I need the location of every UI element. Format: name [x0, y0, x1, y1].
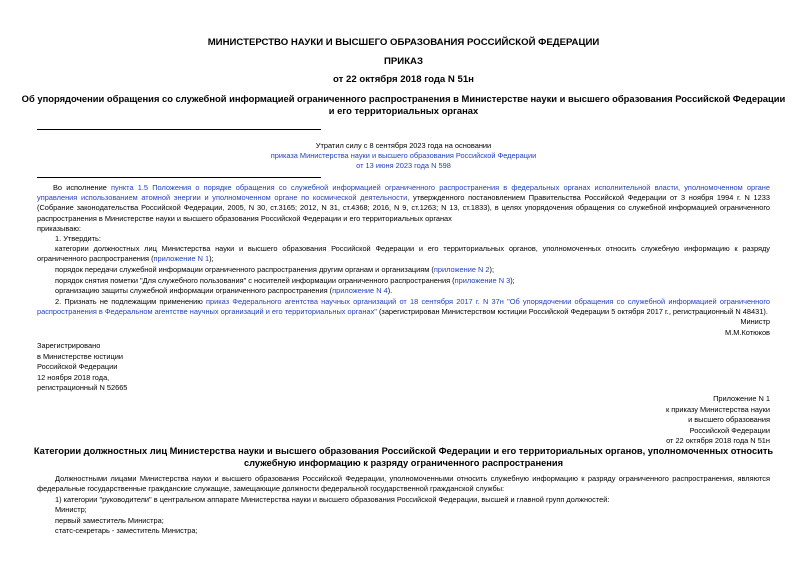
registration-line-1: Зарегистрировано: [37, 341, 101, 350]
item-2-text: 2. Признать не подлежащим применению: [55, 297, 203, 306]
signature-position: Министр: [740, 317, 770, 326]
registration-line-4: 12 ноября 2018 года,: [37, 373, 110, 382]
registration-line-5: регистрационный N 52665: [37, 383, 128, 392]
repeal-order-date-link[interactable]: от 13 июня 2023 года N 598: [356, 161, 451, 170]
intro-text-post: (Собрание законодательства Российской Федерации, 2005, N 30, ст.3165; 2012, N 31, ст.4368; 2016, N 9, ст.1263; N 13, ст.1833), в целях упорядочения обращения со служебной информацией ограниченного распространения в Министерстве науки и высшего образования Российской Федерации и его территориальных органах: [37, 203, 770, 223]
item-2: [37, 297, 770, 317]
appendix-body-4: первый заместитель Министра;: [55, 516, 164, 525]
item-1d-text: организацию защиты служебной информации ограниченного распространения (: [55, 286, 333, 295]
appendix-2-link[interactable]: приложение N 2: [433, 265, 490, 274]
appendix-body-1: Должностными лицами Министерства науки и высшего образования Российской Федерации, уполномоченными относить служебную информацию к разряду ограниченного распространения, являются федеральные государственные гражданские служащие, замещающие должности федеральной государственной гражданской службы:: [37, 474, 770, 494]
item-1c-end: );: [510, 276, 515, 285]
doc-type-heading: ПРИКАЗ: [384, 56, 423, 67]
appendix-title-line-2: служебную информацию к разряду ограниченного распространения: [243, 458, 564, 468]
ministry-heading: МИНИСТЕРСТВО НАУКИ И ВЫСШЕГО ОБРАЗОВАНИЯ РОССИЙСКОЙ ФЕДЕРАЦИИ: [207, 37, 600, 48]
appendix-ref-line-2: к приказу Министерства науки: [666, 405, 770, 414]
intro-paragraph: [37, 183, 770, 224]
registration-line-3: Российской Федерации: [37, 362, 118, 371]
appendix-ref-line-3: и высшего образования: [688, 415, 770, 424]
item-1: 1. Утвердить:: [55, 234, 101, 243]
appendix-title-line-1: Категории должностных лиц Министерства науки и высшего образования Российской Федерации и его территориальных органов, уполномоченных относить: [33, 446, 774, 456]
intro-text-mid: утвержденного постановлением Правительства Российской Федерации от 3 ноября 1994 г. N 1233: [413, 193, 770, 203]
appendix-3-link[interactable]: приложение N 3: [454, 276, 511, 285]
item-1d-end: ).: [387, 286, 393, 295]
item-1c: [55, 276, 770, 286]
appendix-ref-line-5: от 22 октября 2018 года N 51н: [666, 436, 770, 445]
fano-order-link[interactable]: приказ Федерального агентства научных организаций от 18 сентября 2017 г. N 37н "Об упорядочении обращения со служебной информацией ограниченного распространения в Федеральном агентстве научных организаций и его территориальных органах": [37, 297, 770, 317]
title-line-2: и его территориальных органах: [328, 105, 479, 116]
appendix-body-3: Министр;: [55, 505, 87, 514]
item-1a-end: );: [209, 254, 214, 264]
regulation-link[interactable]: пункта 1.5 Положения о порядке обращения со служебной информацией ограниченного распространения в федеральных органах исполнительной власти, уполномоченном органе управления использованием атомной энергии и уполномоченном органе по космической деятельности,: [37, 183, 770, 203]
item-1b-end: );: [489, 265, 494, 274]
status-note: Утратил силу с 8 сентября 2023 года на основании: [315, 141, 492, 150]
divider-bottom: [37, 177, 321, 178]
item-1a: [37, 244, 770, 264]
item-2-end: (зарегистрирован Министерством юстиции Российской Федерации 5 октября 2017 г., регистрационный N 48431).: [378, 307, 768, 317]
divider-top: [37, 129, 321, 130]
appendix-body-5: статс-секретарь - заместитель Министра;: [55, 526, 198, 535]
intro-text: Во исполнение: [53, 183, 107, 192]
orders-label: приказываю:: [37, 224, 81, 233]
appendix-1-link[interactable]: приложение N 1: [153, 254, 210, 264]
item-1c-text: порядок снятия пометки "Для служебного пользования" с носителей информации ограниченного распространения (: [55, 276, 455, 285]
item-1a-text: категории должностных лиц Министерства науки и высшего образования Российской Федерации и его территориальных органов, уполномоченных относить служебную информацию к разряду ограниченного распространения (: [37, 244, 770, 264]
appendix-body-2: 1) категории "руководители" в центральном аппарате Министерства науки и высшего образования Российской Федерации, высшей и главной групп должностей:: [55, 495, 610, 504]
signature-name: М.М.Котюков: [725, 328, 770, 337]
registration-line-2: в Министерстве юстиции: [37, 352, 124, 361]
title-line-1: Об упорядочении обращения со служебной информацией ограниченного распространения в Министерстве науки и высшего образования Российской Федерации: [21, 93, 786, 104]
appendix-4-link[interactable]: приложение N 4: [332, 286, 388, 295]
appendix-label: Приложение N 1: [713, 394, 770, 403]
item-1d: [55, 286, 770, 296]
item-1b: [55, 265, 770, 275]
repeal-order-link[interactable]: приказа Министерства науки и высшего образования Российской Федерации: [270, 151, 537, 160]
item-1b-text: порядок передачи служебной информации ограниченного распространения другим органам и организациям (: [55, 265, 434, 274]
appendix-ref-line-4: Российской Федерации: [689, 426, 770, 435]
date-number-heading: от 22 октября 2018 года N 51н: [333, 74, 474, 85]
